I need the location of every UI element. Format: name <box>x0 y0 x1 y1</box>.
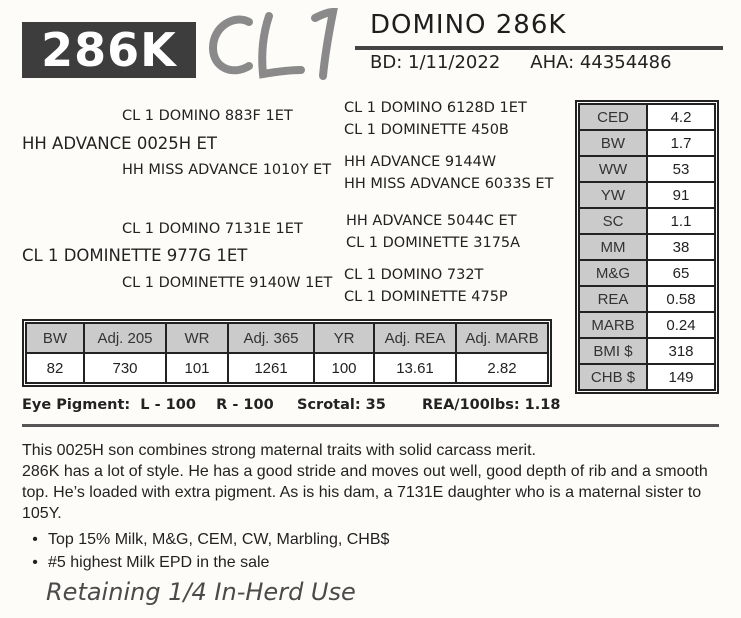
epd-label: BW <box>579 130 647 156</box>
pedigree-dam-dam-sire: CL 1 DOMINO 732T <box>344 267 484 283</box>
stats-line <box>22 397 561 413</box>
epd-row <box>579 286 715 312</box>
pedigree-sire-dam-sire: HH ADVANCE 9144W <box>344 154 497 170</box>
pedigree-sire-sire-sire: CL 1 DOMINO 6128D 1ET <box>344 100 527 116</box>
description-intro: This 0025H son combines strong maternal traits with solid carcass merit. <box>22 442 536 459</box>
registration-line <box>370 52 702 73</box>
epd-label: YW <box>579 182 647 208</box>
pedigree-sire: HH ADVANCE 0025H ET <box>22 134 217 153</box>
lot-number: 286K <box>22 22 196 78</box>
highlights-list <box>22 528 389 574</box>
pedigree-sire-dam: HH MISS ADVANCE 1010Y ET <box>122 162 332 178</box>
epd-label: WW <box>579 156 647 182</box>
epd-value: 53 <box>647 156 715 182</box>
epd-row <box>579 260 715 286</box>
performance-value: 101 <box>166 353 228 383</box>
epd-value: 318 <box>647 338 715 364</box>
performance-header: Adj. 365 <box>228 323 314 353</box>
performance-value: 82 <box>26 353 84 383</box>
performance-value: 2.82 <box>456 353 548 383</box>
epd-row <box>579 338 715 364</box>
epd-label: M&G <box>579 260 647 286</box>
epd-value: 91 <box>647 182 715 208</box>
epd-row <box>579 364 715 390</box>
epd-label: REA <box>579 286 647 312</box>
epd-label: MARB <box>579 312 647 338</box>
birth-date: BD: 1/11/2022 <box>370 52 501 73</box>
performance-table <box>22 319 552 387</box>
epd-value: 65 <box>647 260 715 286</box>
epd-value: 4.2 <box>647 104 715 130</box>
epd-value: 0.24 <box>647 312 715 338</box>
epd-value: 149 <box>647 364 715 390</box>
performance-header: WR <box>166 323 228 353</box>
pedigree-sire-sire-dam: CL 1 DOMINETTE 450B <box>344 122 509 138</box>
pedigree-dam: CL 1 DOMINETTE 977G 1ET <box>22 246 248 265</box>
epd-row <box>579 156 715 182</box>
performance-header: Adj. MARB <box>456 323 548 353</box>
performance-value: 13.61 <box>374 353 456 383</box>
pedigree-dam-dam: CL 1 DOMINETTE 9140W 1ET <box>122 275 333 291</box>
rea-per-100: REA/100lbs: 1.18 <box>422 397 561 413</box>
description-body: 286K has a lot of style. He has a good stride and moves out well, good depth of rib and a smooth top. He’s loaded with extra pigment. As is his dam, a 7131E daughter who is a maternal sister to 105Y. <box>22 463 708 522</box>
performance-value: 1261 <box>228 353 314 383</box>
performance-value: 100 <box>314 353 374 383</box>
epd-label: CHB $ <box>579 364 647 390</box>
pedigree-dam-dam-dam: CL 1 DOMINETTE 475P <box>344 289 508 305</box>
pedigree-dam-sire-dam: CL 1 DOMINETTE 3175A <box>346 235 521 251</box>
pedigree-sire-sire: CL 1 DOMINO 883F 1ET <box>122 108 293 124</box>
performance-header: Adj. 205 <box>84 323 166 353</box>
epd-row <box>579 104 715 130</box>
title-rule <box>355 46 723 50</box>
epd-table <box>575 100 719 394</box>
aha-number: AHA: 44354486 <box>530 52 672 73</box>
eye-pigment: Eye Pigment: L - 100 R - 100 <box>22 397 274 413</box>
scrotal: Scrotal: 35 <box>297 397 386 413</box>
description <box>22 440 722 524</box>
brand-logo <box>205 4 355 84</box>
performance-header: YR <box>314 323 374 353</box>
epd-row <box>579 208 715 234</box>
epd-label: MM <box>579 234 647 260</box>
epd-row <box>579 182 715 208</box>
epd-value: 38 <box>647 234 715 260</box>
epd-label: BMI $ <box>579 338 647 364</box>
footer-note: Retaining 1/4 In-Herd Use <box>46 578 356 606</box>
performance-value: 730 <box>84 353 166 383</box>
performance-header: BW <box>26 323 84 353</box>
section-divider <box>22 424 719 427</box>
performance-header: Adj. REA <box>374 323 456 353</box>
epd-row <box>579 130 715 156</box>
epd-value: 1.1 <box>647 208 715 234</box>
epd-value: 0.58 <box>647 286 715 312</box>
highlight-item: • Top 15% Milk, M&G, CEM, CW, Marbling, CHB$ <box>22 528 389 551</box>
highlight-item: • #5 highest Milk EPD in the sale <box>22 551 389 574</box>
epd-row <box>579 234 715 260</box>
epd-row <box>579 312 715 338</box>
animal-name: DOMINO 286K <box>370 10 567 40</box>
epd-label: CED <box>579 104 647 130</box>
pedigree-sire-dam-dam: HH MISS ADVANCE 6033S ET <box>344 176 554 192</box>
epd-value: 1.7 <box>647 130 715 156</box>
epd-label: SC <box>579 208 647 234</box>
pedigree-dam-sire-sire: HH ADVANCE 5044C ET <box>346 213 517 229</box>
pedigree-dam-sire: CL 1 DOMINO 7131E 1ET <box>122 221 303 237</box>
